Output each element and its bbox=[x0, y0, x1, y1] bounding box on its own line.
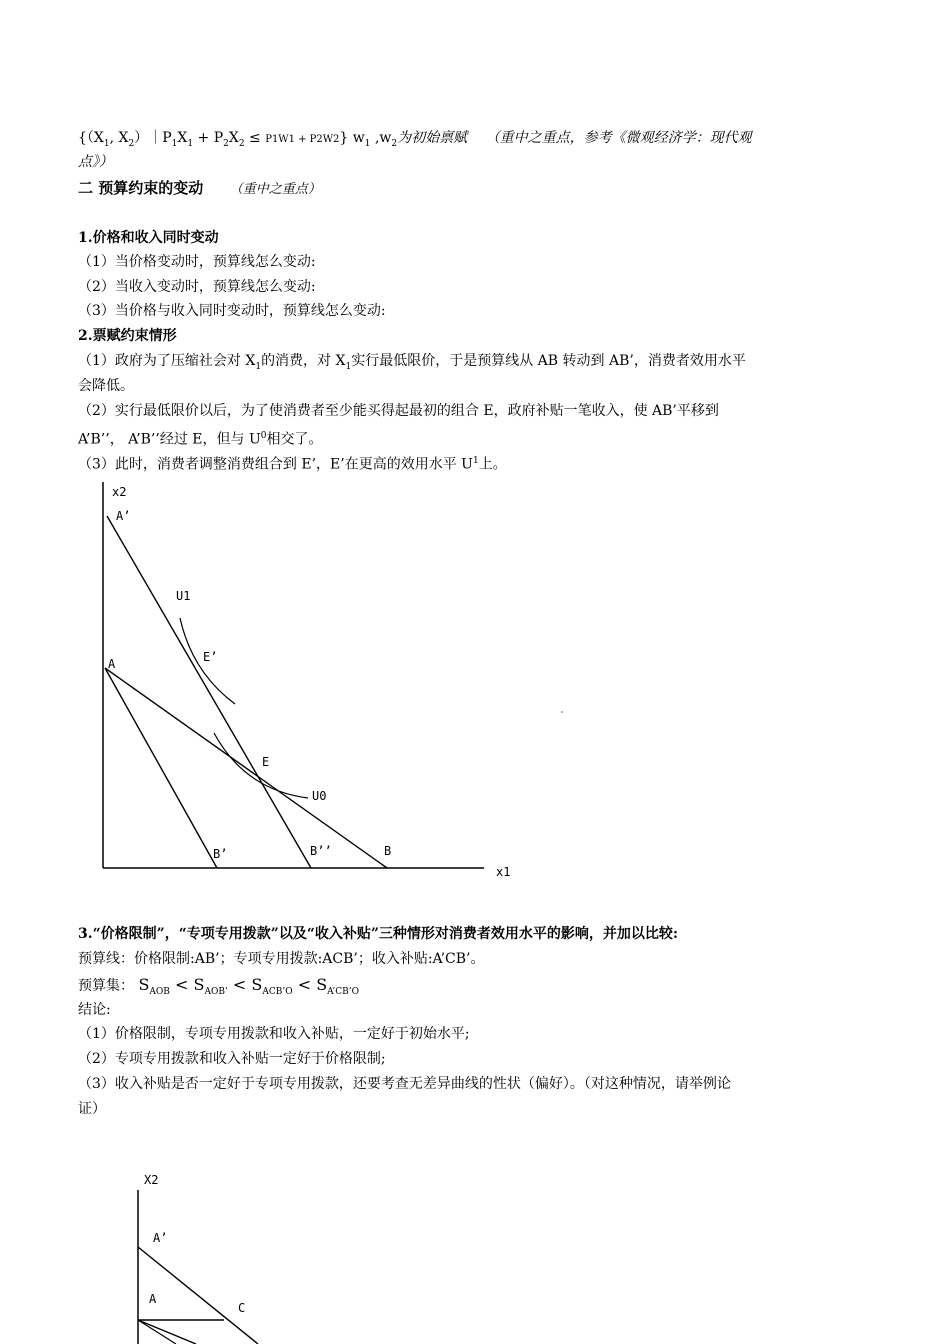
formula-sub: 1 bbox=[171, 138, 178, 149]
point-label: B bbox=[384, 844, 392, 858]
s-symbol: S bbox=[251, 975, 263, 994]
stray-dot bbox=[561, 711, 563, 713]
point-label: A’ bbox=[116, 509, 131, 523]
point-label: A bbox=[108, 657, 116, 671]
list-item: （1）价格限制，专项专用拨款和收入补贴，一定好于初始水平; bbox=[78, 1026, 470, 1042]
reference-note: （重中之重点，参考《微观经济学：现代观 bbox=[485, 130, 752, 146]
text-sup: 0 bbox=[260, 431, 267, 441]
conclusion-label: 结论: bbox=[78, 1002, 111, 1018]
list-item: （3）收入补贴是否一定好于专项专用拨款，还要考查无差异曲线的性状（偏好）。（对这种情况，请举例论 bbox=[78, 1076, 731, 1092]
lt-symbol: < bbox=[292, 975, 317, 994]
formula-sub: 2 bbox=[238, 138, 245, 149]
paragraph-cont: 会降低。 bbox=[78, 378, 134, 394]
budget-lines-text: 预算线：价格限制:AB’；专项专用拨款:ACB’；收入补贴:A’CB’。 bbox=[78, 951, 485, 967]
formula-sub: 1 bbox=[187, 138, 194, 149]
budget-line-AB bbox=[105, 668, 387, 868]
x-axis-label: x1 bbox=[496, 865, 511, 879]
lt-symbol: < bbox=[227, 975, 252, 994]
formula-part: ）｜P bbox=[134, 130, 172, 146]
formula-part: } w bbox=[339, 130, 365, 146]
point-label: A’ bbox=[153, 1231, 168, 1245]
section-note: （重中之重点） bbox=[229, 182, 321, 197]
formula-part: {（X bbox=[78, 130, 104, 146]
formula-part: ≤ bbox=[244, 130, 266, 146]
text-sub: A’CB’O bbox=[327, 986, 359, 997]
list-item: （2）专项专用拨款和收入补贴一定好于价格限制; bbox=[78, 1051, 386, 1067]
text: （1）政府为了压缩社会对 X bbox=[78, 353, 256, 369]
fig2-line-A-down bbox=[138, 1320, 196, 1344]
text-sub: ACB’O bbox=[262, 986, 293, 997]
fig2-y-axis-label: X2 bbox=[144, 1173, 159, 1187]
formula-sub: 1 bbox=[364, 138, 371, 149]
formula-part: + P bbox=[193, 130, 224, 146]
section-title: 二 预算约束的变动 bbox=[78, 179, 204, 197]
fig2-line-A-steep bbox=[138, 1320, 176, 1344]
text-sup: 1 bbox=[472, 456, 479, 466]
text: （3）此时，消费者调整消费组合到 E’，E’在更高的效用水平 U bbox=[78, 456, 473, 473]
subsection-2-heading: 2.票赋约束情形 bbox=[78, 328, 177, 344]
formula-part: X bbox=[177, 130, 188, 146]
point-label: A bbox=[149, 1292, 157, 1306]
indifference-curve-U0 bbox=[214, 733, 308, 798]
subsection-3-heading: 3.“价格限制”，“专项专用拨款”以及“收入补贴”三种情形对消费者效用水平的影响，并加以比较: bbox=[78, 926, 679, 942]
paragraph: （2）实行最低限价以后，为了使消费者至少能买得起最初的组合 E，政府补贴一笔收入，使 AB’平移到 bbox=[78, 403, 719, 419]
text-sub: 1 bbox=[255, 361, 262, 372]
list-item: （2）当收入变动时，预算线怎么变动: bbox=[78, 279, 316, 295]
text-sub: AOB’ bbox=[204, 986, 228, 997]
point-label: E bbox=[262, 755, 270, 769]
text-sub: AOB bbox=[149, 986, 170, 997]
text: A’B’’， A’B’’经过 E，但与 U bbox=[78, 431, 261, 448]
formula-part: ,w bbox=[370, 130, 392, 146]
budget-line-AB-prime bbox=[105, 668, 217, 868]
list-item: （3）当价格与收入同时变动时，预算线怎么变动: bbox=[78, 303, 386, 319]
formula-sub: 2 bbox=[128, 138, 135, 149]
budget-line-A-prime-B-dprime bbox=[107, 516, 311, 868]
formula-part: , X bbox=[109, 130, 129, 146]
text: 预算集： bbox=[78, 978, 134, 994]
formula-sub: 1 bbox=[103, 138, 110, 149]
s-symbol: S bbox=[316, 975, 328, 994]
s-symbol: S bbox=[193, 975, 205, 994]
formula-sub: 2 bbox=[391, 138, 398, 149]
formula-part: X bbox=[228, 130, 239, 146]
list-item-cont: 证） bbox=[78, 1101, 106, 1117]
endowment-text: 为初始禀赋 bbox=[397, 130, 468, 146]
y-axis-label: x2 bbox=[112, 485, 127, 499]
text: 实行最低限价，于是预算线从 AB 转动到 AB’，消费者效用水平 bbox=[351, 353, 746, 369]
s-symbol: S bbox=[138, 975, 150, 994]
formula-sub: 2 bbox=[223, 138, 229, 149]
point-label: B’’ bbox=[310, 844, 332, 858]
lt-symbol: < bbox=[169, 975, 194, 994]
text: 上。 bbox=[478, 456, 507, 473]
point-label: C bbox=[238, 1301, 246, 1315]
point-label: E’ bbox=[203, 650, 218, 664]
text: 相交了。 bbox=[266, 431, 323, 448]
formula-rhs: P1W1 + P2W2 bbox=[265, 134, 340, 145]
reference-note-cont: 点》） bbox=[78, 154, 113, 170]
text-sub: 1 bbox=[345, 361, 352, 372]
text: 的消费，对 X bbox=[261, 353, 346, 369]
list-item: （1）当价格变动时，预算线怎么变动: bbox=[78, 254, 316, 270]
subsection-1-heading: 1.价格和收入同时变动 bbox=[78, 230, 219, 246]
curve-label: U0 bbox=[312, 789, 327, 803]
curve-label: U1 bbox=[176, 589, 191, 603]
point-label: B’ bbox=[213, 847, 228, 861]
